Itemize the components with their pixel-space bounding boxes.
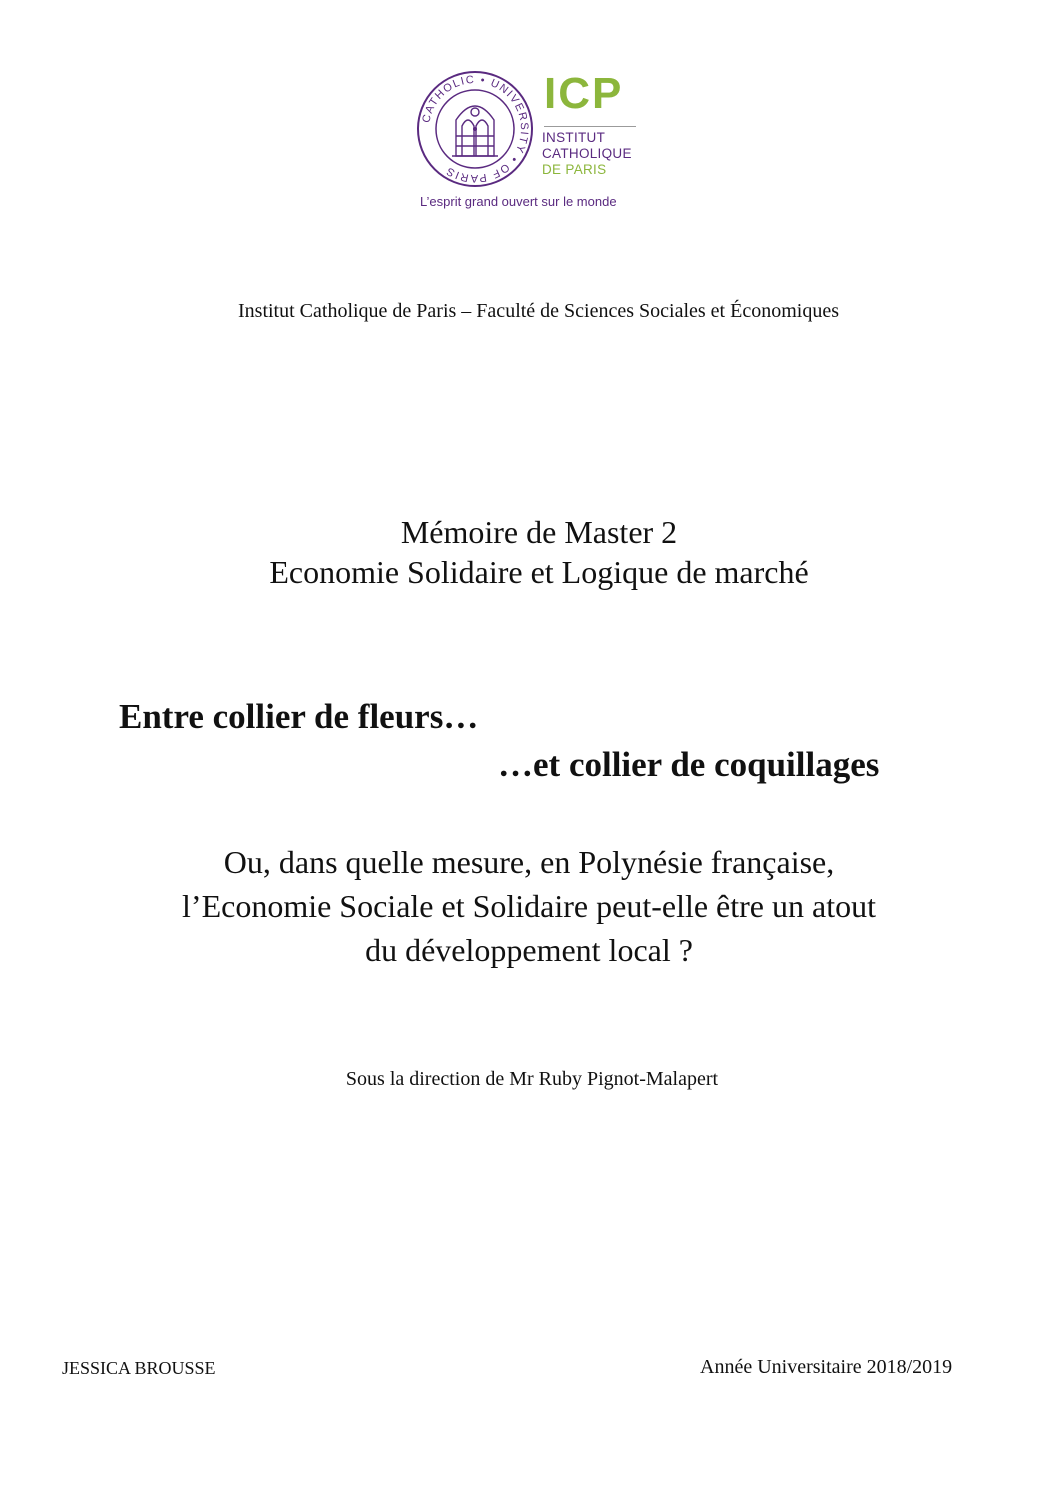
supervisor-line: Sous la direction de Mr Ruby Pignot-Malapert — [345, 1068, 719, 1090]
seal-ring-text: CATHOLIC • UNIVERSITY • OF PARIS — [420, 73, 531, 185]
memoire-line2: Economie Solidaire et Logique de marché — [269, 554, 809, 590]
logo-divider — [544, 126, 636, 127]
icp-logo — [416, 70, 646, 220]
question-line2: l’Economie Sociale et Solidaire peut-elle être un atout — [182, 888, 876, 924]
logo-name-line1: INSTITUT — [542, 130, 606, 145]
research-question — [0, 840, 1058, 972]
logo-name-line3: DE PARIS — [542, 162, 607, 177]
logo-tagline: L’esprit grand ouvert sur le monde — [420, 194, 617, 209]
academic-year: Année Universitaire 2018/2019 — [700, 1356, 953, 1378]
question-line3: du développement local ? — [365, 932, 693, 968]
icp-acronym: ICP — [544, 69, 624, 118]
university-seal-icon — [416, 70, 534, 188]
question-line1: Ou, dans quelle mesure, en Polynésie française, — [223, 844, 835, 880]
memoire-line1: Mémoire de Master 2 — [400, 514, 678, 550]
title-line1: Entre collier de fleurs… — [119, 697, 479, 736]
logo-name-line2: CATHOLIQUE — [542, 146, 632, 161]
institution-line: Institut Catholique de Paris – Faculté de Sciences Sociales et Économiques — [238, 300, 839, 322]
title-line2: …et collier de coquillages — [498, 745, 880, 784]
author-name: JESSICA BROUSSE — [62, 1358, 216, 1378]
memoire-heading — [10, 512, 1058, 592]
